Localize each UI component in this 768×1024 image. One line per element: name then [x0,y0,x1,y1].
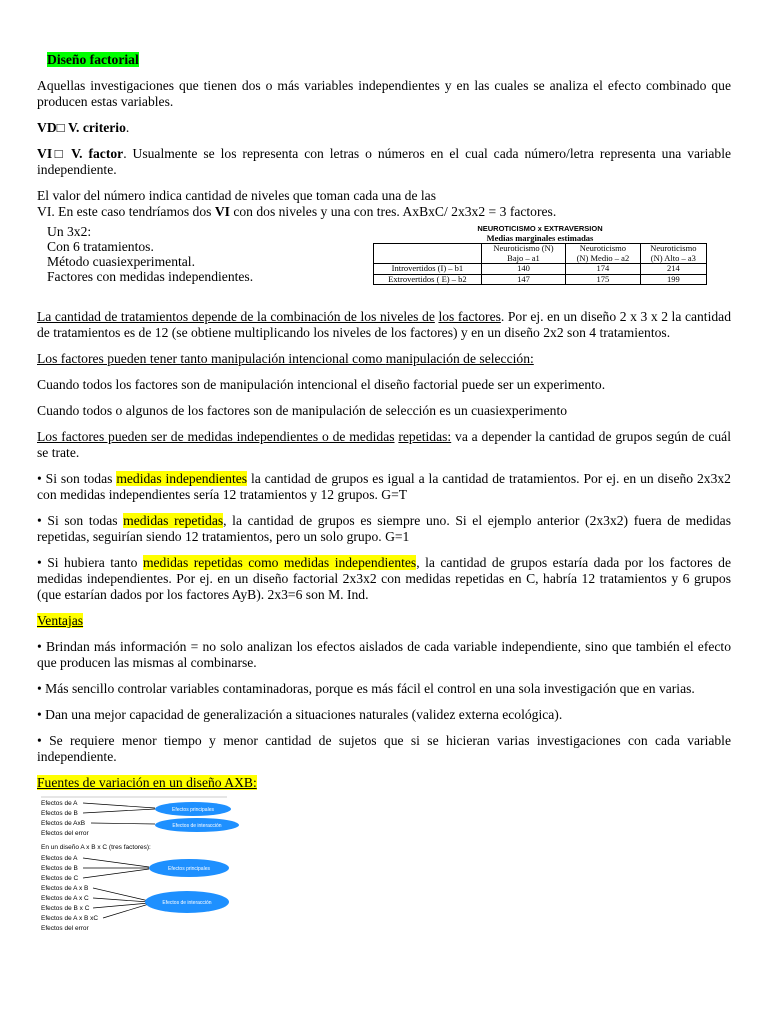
table-cell: 199 [640,274,706,285]
diagram-label: Efectos de A [41,855,78,862]
table-row-label: Extrovertidos ( E) – b2 [374,274,482,285]
arrow [91,823,155,824]
bullet-mixtas: • Si hubiera tanto medidas repetidas como medidas independientes, la cantidad de grupos estaría dada por los factores de medidas independientes. Por ej. en un diseño factorial 2x3x2 con medidas repetidas en C, habría 12 tratamientos y 6 grupos (que estarían dados por los factores AyB). 2x3=6 son M. Ind. [37,555,732,602]
table-row-label: Introvertidos (I) – b1 [374,264,482,275]
list-item: Factores con medidas independientes. [47,269,254,284]
diagram-subheading: En un diseño A x B x C (tres factores): [41,844,151,851]
list-and-table [37,224,731,285]
cuando-cuasi-paragraph: Cuando todos o algunos de los factores son de manipulación de selección es un cuasiexperimento [37,403,568,418]
ellipse-label: Efectos principales [172,807,214,813]
ventaja-item: • Dan una mejor capacidad de generalización a situaciones naturales (validez externa ecológica). [37,707,563,722]
diagram-label: Efectos de A [41,800,78,807]
table-row [374,264,707,275]
diagram-label: Efectos del error [41,925,89,932]
ventaja-item: • Más sencillo controlar variables contaminadoras, porque es más fácil el control en una sola investigación que en varias. [37,681,695,696]
intro-paragraph: Aquellas investigaciones que tienen dos o más variables independientes y en las cuales se analiza el efecto combinado que producen estas variables. [37,78,731,109]
medidas-paragraph: Los factores pueden ser de medidas independientes o de medidas repetidas: va a depender la cantidad de grupos según de cuál se trate. [37,429,731,460]
table-header-cell: Neuroticismo (N) Alto – a3 [640,244,706,264]
table-cell: 140 [481,264,565,275]
cuando-experimento-paragraph: Cuando todos los factores son de manipulación intencional el diseño factorial puede ser un experimento. [37,377,606,392]
ellipse-label: Efectos de interacción [162,900,212,906]
arrow [83,803,155,808]
list-item: Con 6 tratamientos. [47,239,154,254]
diagram-label: Efectos de A x B [41,885,89,892]
vd-paragraph: VD□ V. criterio. [37,120,130,135]
diagram-label: Efectos de A x C [41,895,89,902]
manipulacion-paragraph: Los factores pueden tener tanto manipulación intencional como manipulación de selección: [37,351,534,366]
diagram-label: Efectos de A x B xC [41,915,99,922]
table-title: NEUROTICISMO x EXTRAVERSION [477,224,603,233]
bullet-repetidas: • Si son todas medidas repetidas, la cantidad de grupos es siempre uno. Si el ejemplo anterior (2x3x2) fuera de medidas repetidas, seguirían siendo 12 tratamientos, pero un solo grupo. G=1 [37,513,731,544]
arrow [93,903,149,908]
table-header-cell [374,244,482,264]
diagram-label: Efectos de C [41,875,79,882]
means-table-block [373,224,707,285]
arrow [93,898,149,902]
bottom-labels [41,855,98,932]
table-cell: 175 [566,274,641,285]
diagram-label: Efectos de AxB [41,820,86,827]
table-cell: 214 [640,264,706,275]
arrow [83,858,149,867]
table-cell: 147 [481,274,565,285]
arrow [83,869,149,878]
list-item: Método cuasiexperimental. [47,254,195,269]
vi-paragraph: VI□ V. factor. Usualmente se los representa con letras o números en el cual cada número/letra representa una variable independiente. [37,146,732,177]
design-list [37,224,253,285]
ellipse-label: Efectos de interacción [172,823,222,829]
ventaja-item: • Brindan más información = no solo analizan los efectos aislados de cada variable independiente, sino que también el efecto que producen las mismas al combinarse. [37,639,731,670]
ellipse-label: Efectos principales [168,866,210,872]
table-header-row [374,244,707,264]
valor-paragraph: El valor del número indica cantidad de niveles que toman cada una de las VI. En este caso tendríamos dos VI con dos niveles y una con tres. AxBxC/ 2x3x2 = 3 factores. [37,188,557,219]
table-header-cell: Neuroticismo (N) Bajo – a1 [481,244,565,264]
arrow [103,904,149,918]
doc-title: Diseño factorial [47,52,139,67]
ventaja-item: • Se requiere menor tiempo y menor cantidad de sujetos que si se hicieran varias investigaciones con cada variable independiente. [37,733,731,764]
diagram-label: Efectos de B [41,865,78,872]
table-row [374,274,707,285]
tratamientos-paragraph: La cantidad de tratamientos depende de la combinación de los niveles de los factores. Por ej. en un diseño 2 x 3 x 2 la cantidad de tratamientos es de 12 (se obtiene multiplicando los niveles de los factores) y en un diseño 2x2 son 4 tratamientos. [37,309,731,340]
table-cell: 174 [566,264,641,275]
bottom-arrows [83,858,149,918]
bullet-independientes: • Si son todas medidas independientes la cantidad de grupos es igual a la cantidad de tratamientos. Por ej. en un diseño 2x3x2 con medidas independientes sería 12 tratamientos y 12 grupos. G=T [37,471,731,502]
top-arrows [83,803,155,824]
table-header-cell: Neuroticismo (N) Medio – a2 [566,244,641,264]
top-labels [41,800,90,837]
arrow [93,888,149,901]
sources-of-variation-diagram [37,795,249,935]
fuentes-heading: Fuentes de variación en un diseño AXB: [37,775,257,790]
means-table [373,243,707,285]
table-subtitle: Medias marginales estimadas [486,233,594,243]
diagram-label: Efectos de B x C [41,905,90,912]
document-page [37,52,731,939]
diagram-label: Efectos del error [41,830,89,837]
list-item: Un 3x2: [47,224,92,239]
arrow [83,809,155,813]
ventajas-heading: Ventajas [37,613,84,628]
diagram-label: Efectos de B [41,810,78,817]
